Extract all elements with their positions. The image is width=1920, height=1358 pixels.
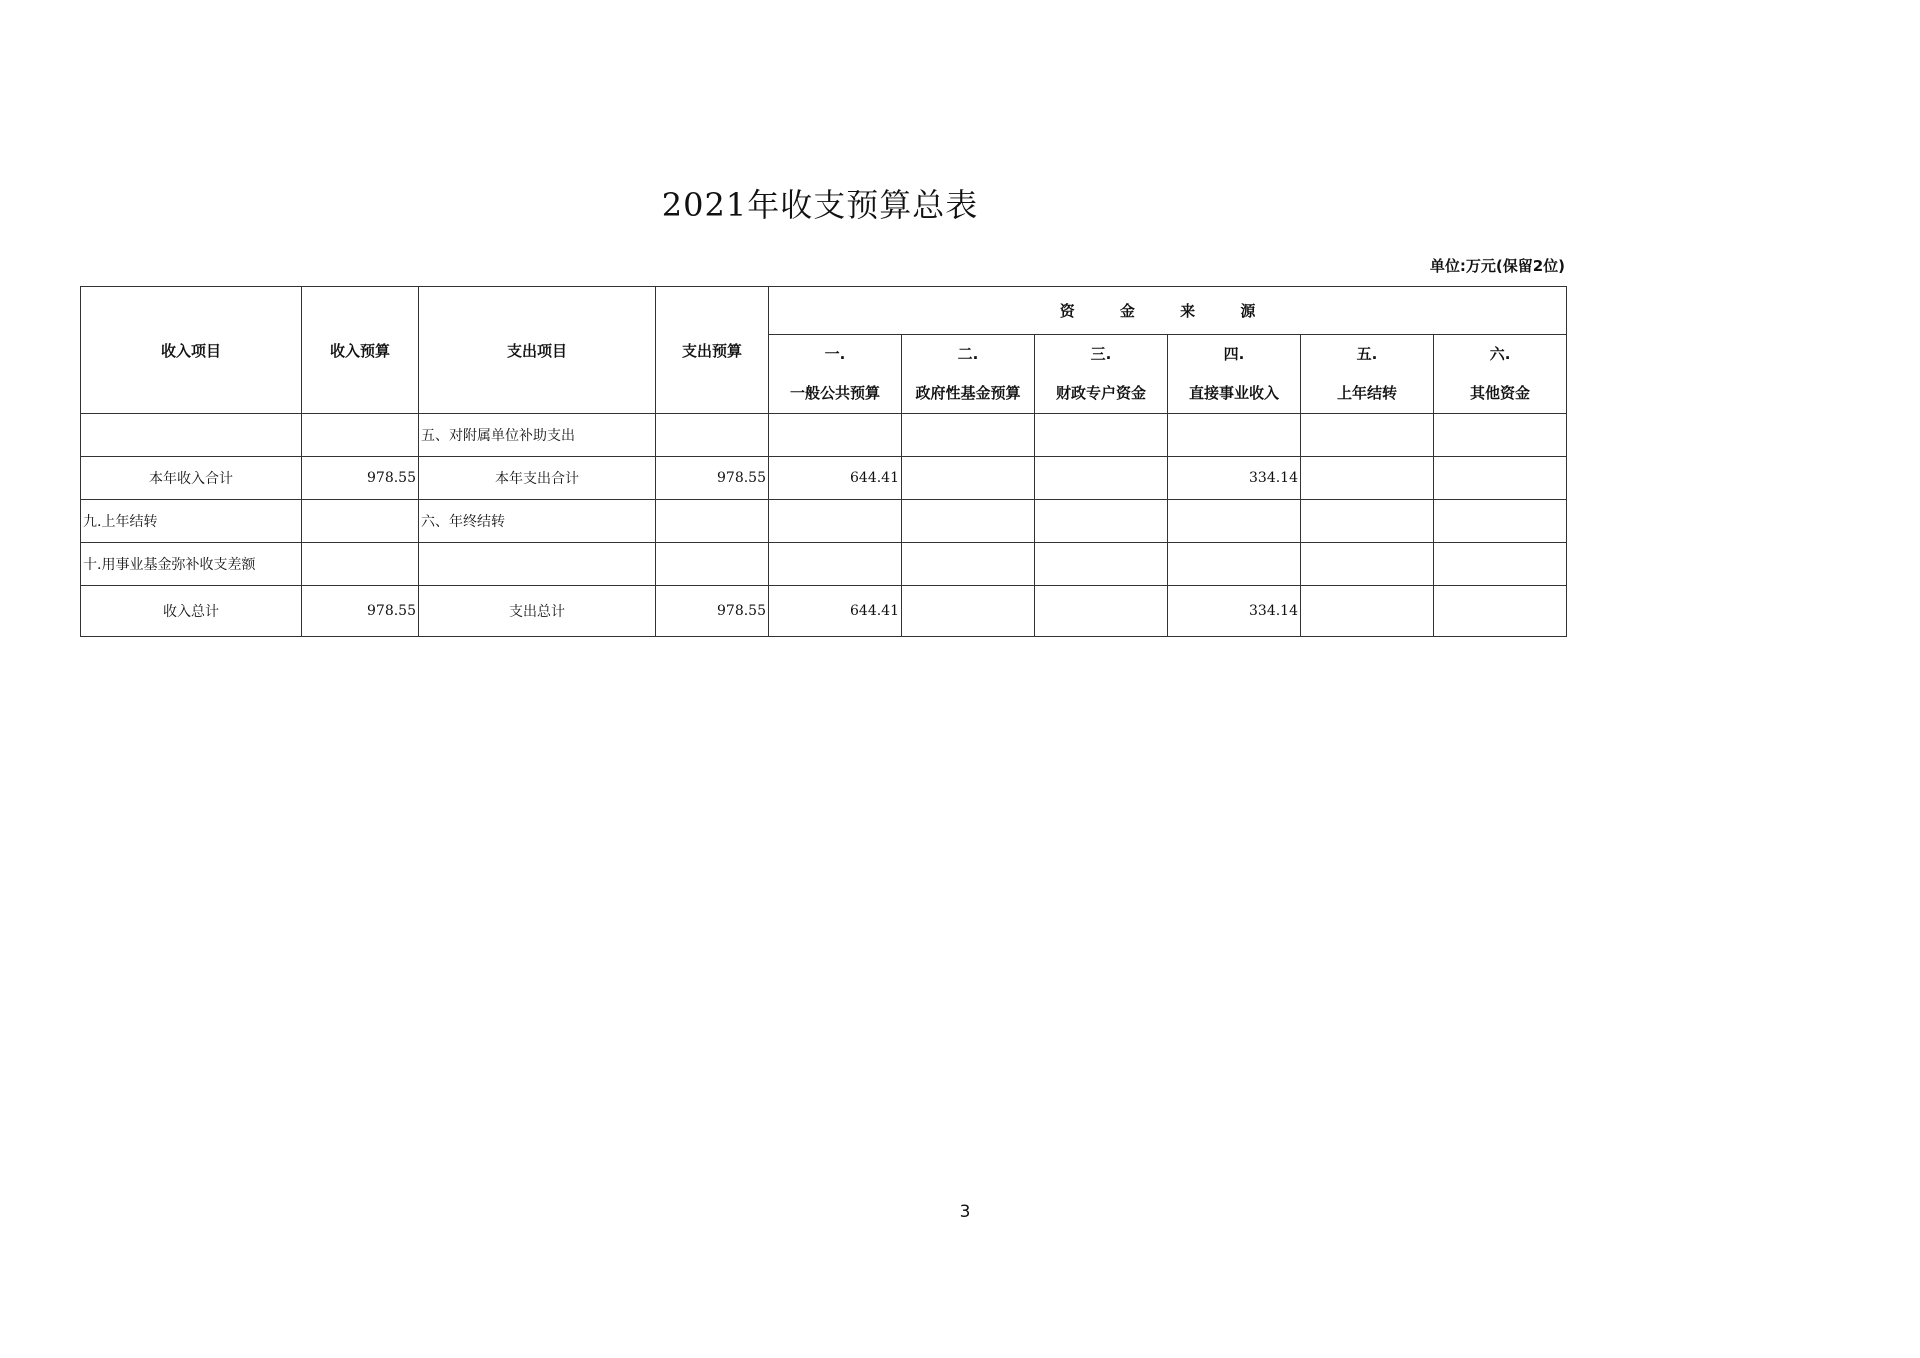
source-3-cell	[1035, 457, 1168, 500]
income-budget-cell: 978.55	[302, 586, 419, 637]
source-4-cell	[1168, 414, 1301, 457]
expense-item-cell: 五、对附属单位补助支出	[419, 414, 656, 457]
expense-budget-cell: 978.55	[656, 586, 769, 637]
header-source-3	[1035, 335, 1168, 414]
expense-item-cell: 六、年终结转	[419, 500, 656, 543]
income-item-cell: 九.上年结转	[81, 500, 302, 543]
header-source-3-num: 三.	[1090, 345, 1112, 363]
source-2-cell	[902, 500, 1035, 543]
table-row	[81, 414, 1567, 457]
income-budget-cell	[302, 543, 419, 586]
header-source-6	[1434, 335, 1567, 414]
source-6-cell	[1434, 586, 1567, 637]
source-6-cell	[1434, 457, 1567, 500]
source-1-cell	[769, 414, 902, 457]
expense-item-cell: 支出总计	[419, 586, 656, 637]
page-number: 3	[959, 1202, 971, 1222]
source-3-cell	[1035, 586, 1168, 637]
budget-table	[80, 286, 1567, 637]
income-budget-cell: 978.55	[302, 457, 419, 500]
source-4-cell: 334.14	[1168, 457, 1301, 500]
income-item-cell: 收入总计	[81, 586, 302, 637]
expense-item-cell	[419, 543, 656, 586]
income-budget-cell	[302, 414, 419, 457]
source-4-cell: 334.14	[1168, 586, 1301, 637]
unit-label: 单位:万元(保留2位)	[1429, 257, 1565, 275]
table-row	[81, 500, 1567, 543]
source-5-cell	[1301, 457, 1434, 500]
table-row	[81, 457, 1567, 500]
header-source-5-label: 上年结转	[1336, 384, 1397, 402]
source-6-cell	[1434, 414, 1567, 457]
header-source-2-num: 二.	[957, 345, 979, 363]
header-source-4-num: 四.	[1223, 345, 1245, 363]
page-title: 2021年收支预算总表	[661, 186, 979, 224]
header-source-5	[1301, 335, 1434, 414]
source-3-cell	[1035, 543, 1168, 586]
expense-budget-cell	[656, 543, 769, 586]
source-5-cell	[1301, 543, 1434, 586]
table-row	[81, 586, 1567, 637]
header-expense-budget: 支出预算	[656, 287, 769, 414]
expense-item-cell: 本年支出合计	[419, 457, 656, 500]
header-source-4	[1168, 335, 1301, 414]
source-3-cell	[1035, 414, 1168, 457]
source-2-cell	[902, 457, 1035, 500]
source-5-cell	[1301, 414, 1434, 457]
header-source-4-label: 直接事业收入	[1188, 384, 1279, 402]
source-1-cell	[769, 500, 902, 543]
source-1-cell: 644.41	[769, 586, 902, 637]
header-expense-item: 支出项目	[419, 287, 656, 414]
expense-budget-cell	[656, 414, 769, 457]
header-source-6-num: 六.	[1489, 345, 1511, 363]
expense-budget-cell: 978.55	[656, 457, 769, 500]
header-source-6-label: 其他资金	[1470, 384, 1531, 402]
source-4-cell	[1168, 500, 1301, 543]
header-fund-source: 资 金 来 源	[769, 287, 1567, 335]
header-source-2	[902, 335, 1035, 414]
source-1-cell	[769, 543, 902, 586]
header-source-2-label: 政府性基金预算	[915, 384, 1021, 402]
source-6-cell	[1434, 500, 1567, 543]
source-3-cell	[1035, 500, 1168, 543]
income-item-cell: 十.用事业基金弥补收支差额	[81, 543, 302, 586]
header-source-5-num: 五.	[1356, 345, 1378, 363]
source-2-cell	[902, 543, 1035, 586]
header-income-item: 收入项目	[81, 287, 302, 414]
income-budget-cell	[302, 500, 419, 543]
source-4-cell	[1168, 543, 1301, 586]
header-income-budget: 收入预算	[302, 287, 419, 414]
source-5-cell	[1301, 500, 1434, 543]
source-2-cell	[902, 414, 1035, 457]
header-source-1-label: 一般公共预算	[789, 384, 880, 402]
expense-budget-cell	[656, 500, 769, 543]
header-source-1	[769, 335, 902, 414]
header-source-3-label: 财政专户资金	[1055, 384, 1146, 402]
source-5-cell	[1301, 586, 1434, 637]
table-row	[81, 543, 1567, 586]
source-6-cell	[1434, 543, 1567, 586]
income-item-cell	[81, 414, 302, 457]
source-2-cell	[902, 586, 1035, 637]
header-source-1-num: 一.	[824, 345, 846, 363]
income-item-cell: 本年收入合计	[81, 457, 302, 500]
source-1-cell: 644.41	[769, 457, 902, 500]
